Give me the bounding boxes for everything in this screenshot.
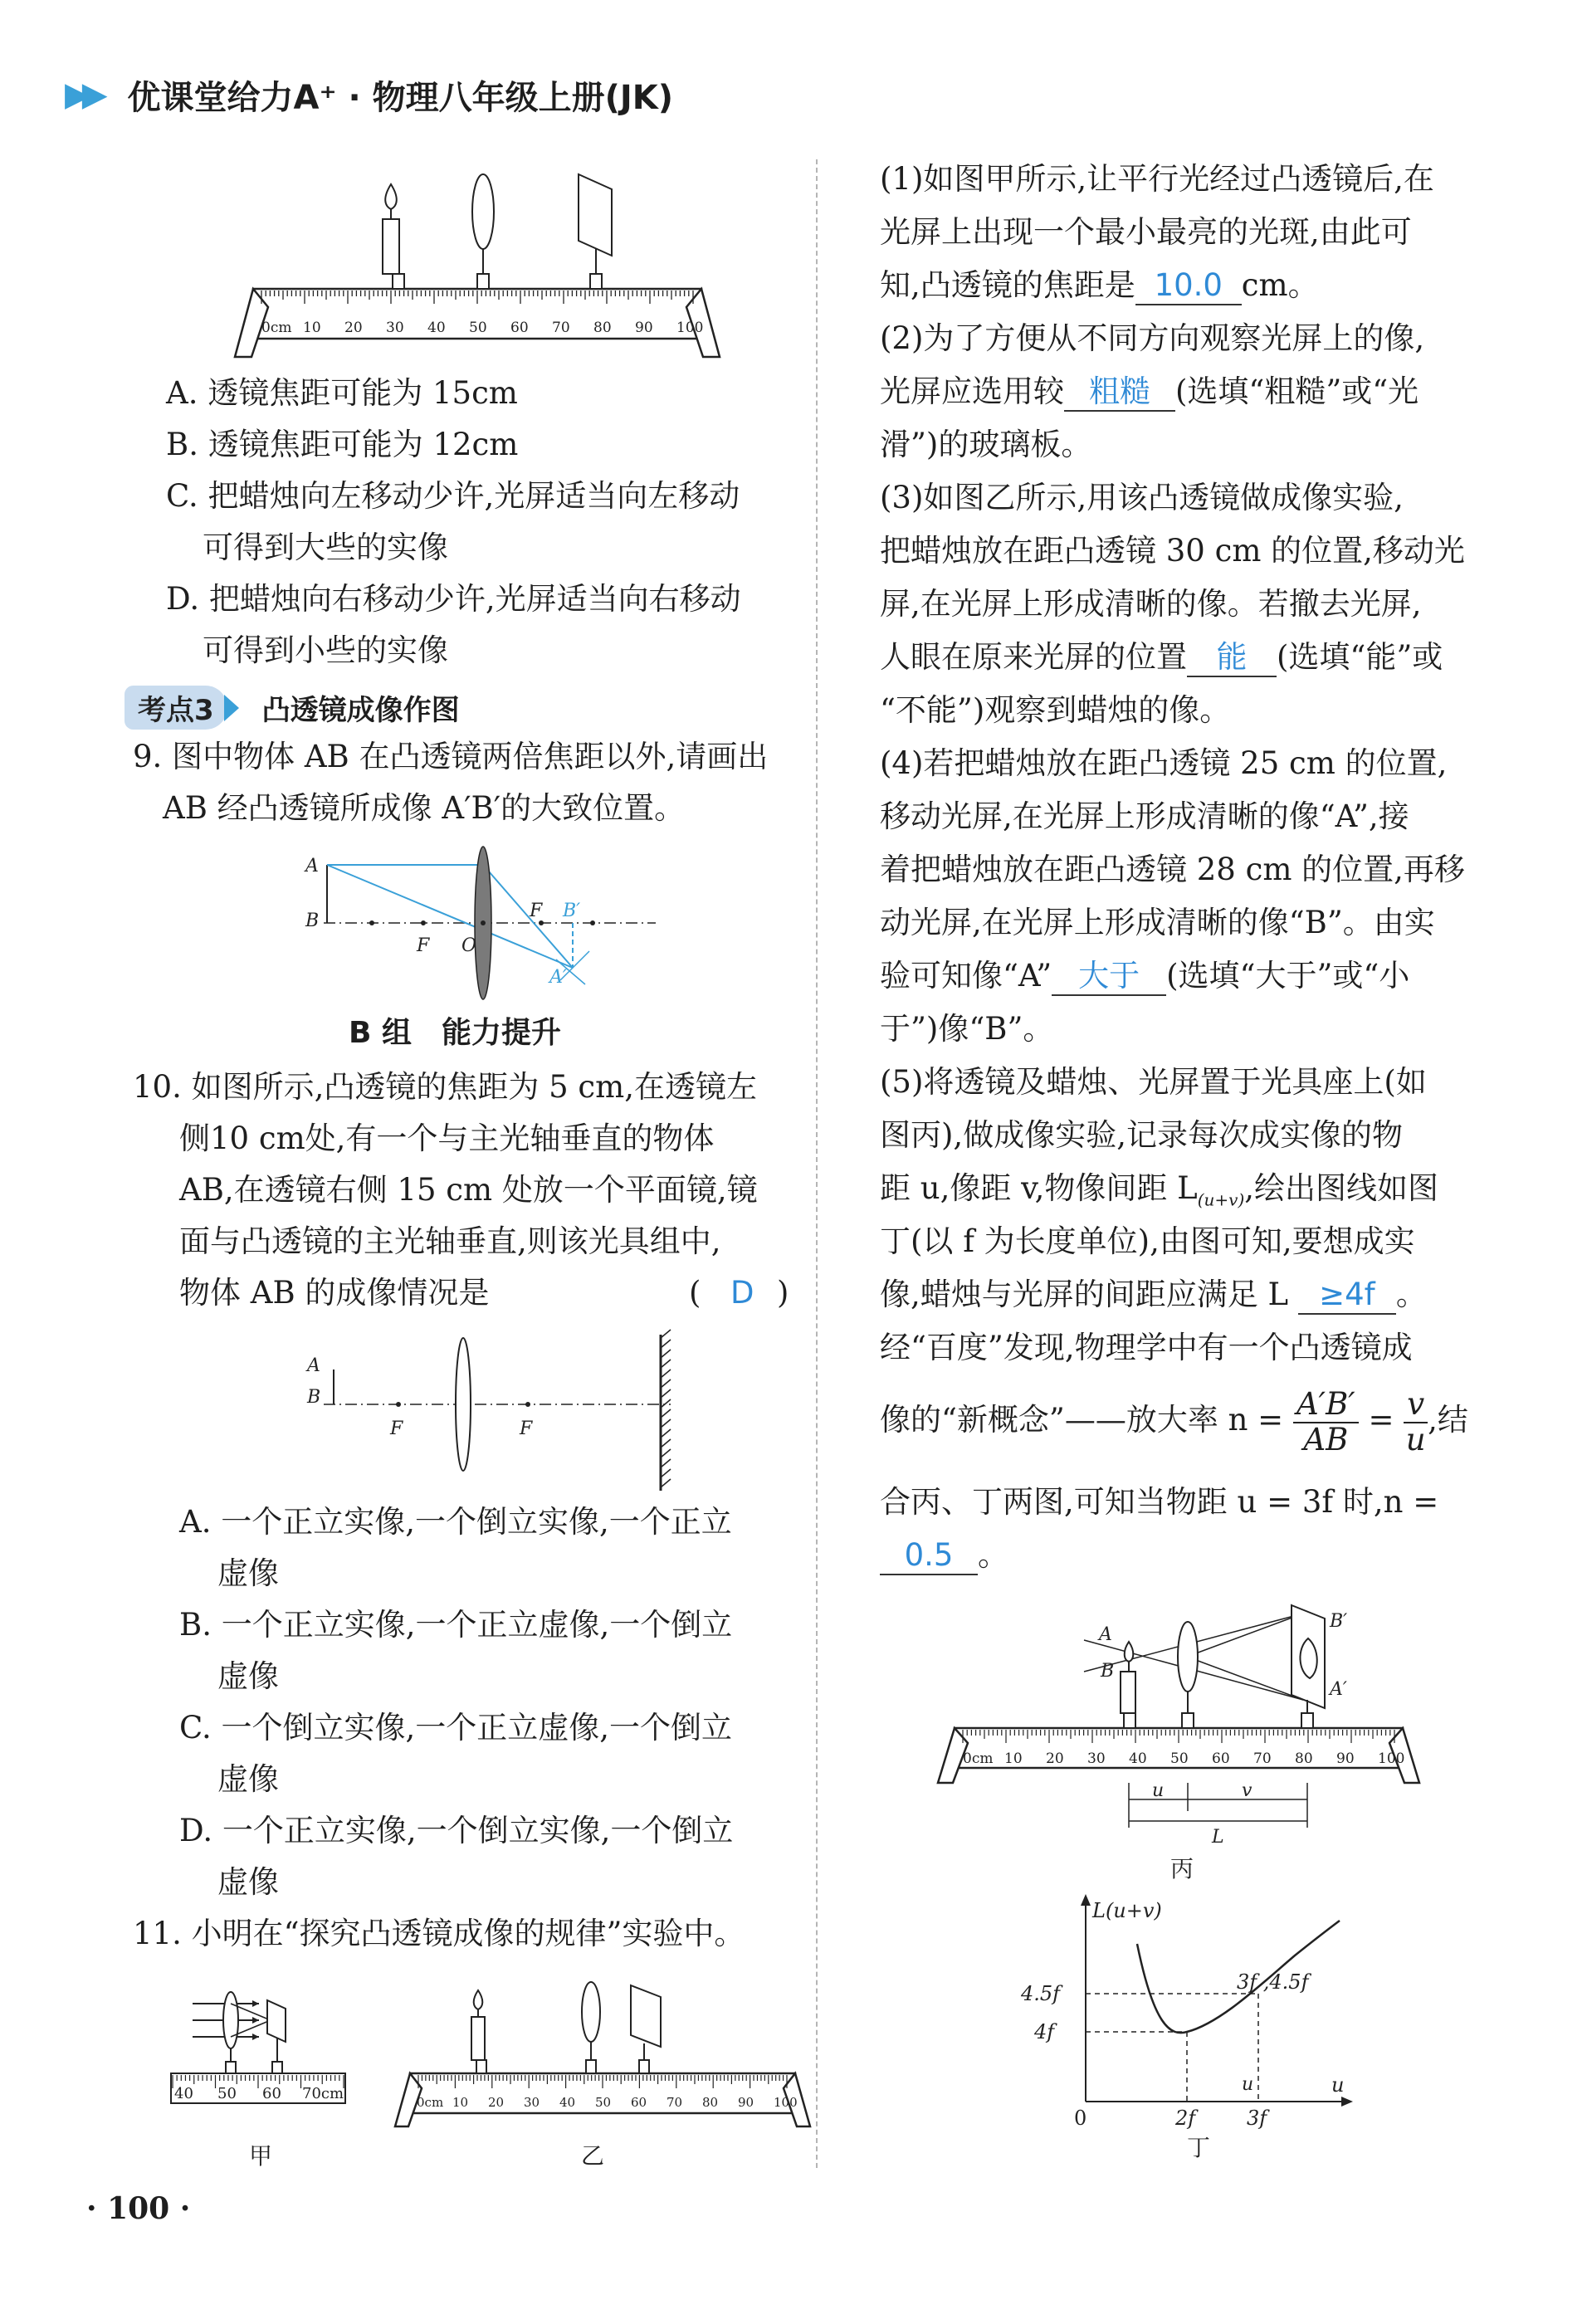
p5-line1: (5)将透镜及蜡烛、光屏置于光具座上(如 <box>880 1064 1427 1100</box>
section-badge <box>125 686 460 730</box>
ding-origin: 0 <box>1074 2107 1087 2130</box>
p2-line1: (2)为了方便从不同方向观察光屏上的像, <box>880 320 1425 356</box>
mirror-hatch <box>661 1439 671 1448</box>
p2-answer: 粗糙 <box>1064 374 1175 412</box>
p1-line2: 光屏上出现一个最小最亮的光斑,由此可 <box>880 214 1412 250</box>
p5-line3 <box>880 1165 1438 1212</box>
equals-sign: = <box>1368 1402 1394 1438</box>
mirror-hatch <box>661 1399 671 1408</box>
ruler-label: 20 <box>344 320 363 336</box>
ruler-label: 10 <box>1004 1750 1023 1767</box>
frac1-denominator: AB <box>1303 1421 1349 1457</box>
q9-label-a-prime: A′ <box>549 967 567 988</box>
p4-line5 <box>880 953 1409 999</box>
p5-answer-2: 0.5 <box>880 1537 978 1575</box>
ding-tick-2f: 2f <box>1175 2107 1196 2130</box>
p3-line5: “不能”)观察到蜡烛的像。 <box>880 692 1231 728</box>
ruler-label: 100 <box>1378 1750 1405 1767</box>
ruler-label: 50 <box>1170 1750 1189 1767</box>
q10-option-a-cont: 虚像 <box>217 1555 279 1591</box>
frac1-numerator: A′B′ <box>1293 1388 1359 1423</box>
q10-label-b: B <box>307 1387 321 1408</box>
ruler-label: 80 <box>702 2095 719 2110</box>
q8-option-c-cont: 可得到大些的实像 <box>203 530 448 565</box>
mirror-hatch <box>661 1389 671 1398</box>
p4-line4: 动光屏,在光屏上形成清晰的像“B”。由实 <box>880 905 1435 940</box>
p5-answer: ≥4f <box>1298 1277 1396 1315</box>
q10-text-3: AB,在透镜右侧 15 cm 处放一个平面镜,镜 <box>179 1172 758 1208</box>
play-triangle-icon <box>224 695 239 721</box>
p2-line2-rest: (选填“粗糙”或“光 <box>1175 374 1419 409</box>
fig-bing <box>930 1602 1428 1851</box>
p1-line3 <box>880 262 1319 309</box>
p1-line3-unit: cm。 <box>1241 267 1319 303</box>
q10-text: 10. 如图所示,凸透镜的焦距为 5 cm,在透镜左 <box>133 1069 757 1105</box>
q9-label-b: B <box>305 911 320 931</box>
p5-line7-text: 像的“新概念”——放大率 n = <box>880 1402 1284 1438</box>
p1-answer: 10.0 <box>1135 267 1242 305</box>
bing-label-a: A <box>1099 1624 1112 1645</box>
p3-line4 <box>880 634 1443 681</box>
q9-label-a: A <box>305 856 319 876</box>
q9-label-f2: F <box>530 901 543 921</box>
q10-lens-mirror-figure <box>299 1328 681 1494</box>
mirror-hatch <box>661 1379 671 1388</box>
p5-line5-text: 像,蜡烛与光屏的间距应满足 L <box>880 1277 1289 1312</box>
ruler-label: 70 <box>667 2095 683 2110</box>
q10-paren-close: ) <box>777 1275 789 1311</box>
p5-line2: 图丙),做成像实验,记录每次成实像的物 <box>880 1117 1403 1153</box>
p5-subscript: (u+v) <box>1197 1189 1245 1210</box>
page-number: · 100 · <box>86 2191 191 2226</box>
mirror-hatch <box>661 1330 671 1338</box>
q10-answer: D <box>730 1275 754 1311</box>
q10-paren-open: ( <box>689 1275 701 1311</box>
q10-option-c-cont: 虚像 <box>217 1761 279 1797</box>
q10-option-a: A. 一个正立实像,一个倒立实像,一个正立 <box>179 1504 732 1540</box>
mirror-hatch <box>661 1350 671 1358</box>
q10-option-d-cont: 虚像 <box>217 1864 279 1900</box>
mirror-hatch <box>661 1429 671 1438</box>
ruler-label: 30 <box>1087 1750 1106 1767</box>
caption-ding: 丁 <box>1187 2134 1211 2161</box>
p3-line4-text: 人眼在原来光屏的位置 <box>880 639 1187 675</box>
bing-label-u: u <box>1152 1780 1165 1801</box>
frac2-denominator: u <box>1405 1421 1426 1457</box>
q10-text-2: 侧10 cm处,有一个与主光轴垂直的物体 <box>179 1120 715 1156</box>
q8-option-b: B. 透镜焦距可能为 12cm <box>166 427 519 462</box>
p4-line3: 着把蜡烛放在距凸透镜 28 cm 的位置,再移 <box>880 852 1465 887</box>
mirror-hatch <box>661 1360 671 1368</box>
ruler-label: 30 <box>386 320 404 336</box>
p1-line3-text: 知,凸透镜的焦距是 <box>880 267 1135 303</box>
ruler-label: 90 <box>738 2095 754 2110</box>
mirror-hatch <box>661 1479 671 1487</box>
ding-u-mark: u <box>1242 2074 1254 2095</box>
ruler-label: 20 <box>488 2095 505 2110</box>
p4-line2: 移动光屏,在光屏上形成清晰的像“A”,接 <box>880 798 1409 834</box>
ruler-label: 70cm <box>302 2085 344 2102</box>
q9-ray-diagram <box>299 843 664 1009</box>
bing-label-a-prime: A′ <box>1330 1679 1347 1700</box>
ruler-label: 60 <box>262 2085 281 2102</box>
p4-line5-rest: (选填“大于”或“小 <box>1166 958 1410 994</box>
bing-label-b-prime: B′ <box>1330 1611 1348 1632</box>
p2-line2-text: 光屏应选用较 <box>880 374 1064 409</box>
ding-y-axis-label: L(u+v) <box>1092 1899 1162 1922</box>
ruler-label: 80 <box>593 320 612 336</box>
q10-label-f2: F <box>520 1418 533 1439</box>
p5-line9 <box>880 1532 1008 1579</box>
caption-bing: 丙 <box>1170 1855 1194 1882</box>
p4-answer: 大于 <box>1052 958 1166 996</box>
p5-line9-end: 。 <box>978 1537 1008 1573</box>
q10-option-b-cont: 虚像 <box>217 1658 279 1694</box>
ruler-label: 70 <box>1253 1750 1272 1767</box>
page-header <box>65 70 673 120</box>
mirror-hatch <box>661 1340 671 1348</box>
p5-line8: 合丙、丁两图,可知当物距 u = 3f 时,n = <box>880 1484 1439 1520</box>
caption-jia: 甲 <box>249 2142 273 2170</box>
q10-text-4: 面与凸透镜的主光轴垂直,则该光具组中, <box>179 1223 721 1259</box>
p5-line7 <box>880 1388 1468 1457</box>
q10-text-5: 物体 AB 的成像情况是 <box>179 1275 490 1311</box>
q9-label-o: O <box>461 935 477 956</box>
ruler-label: 0cm <box>417 2095 444 2110</box>
section-title: 凸透镜成像作图 <box>261 694 460 727</box>
p5-line6: 经“百度”发现,物理学中有一个凸透镜成 <box>880 1330 1413 1365</box>
ruler-label: 80 <box>1295 1750 1313 1767</box>
bing-label-b: B <box>1101 1661 1115 1682</box>
q8-optical-bench-figure <box>228 166 726 365</box>
ruler-label: 90 <box>635 320 653 336</box>
p4-line6: 于”)像“B”。 <box>880 1011 1054 1047</box>
ding-x-axis-label: u <box>1331 2073 1345 2097</box>
ding-point-label: 3f ,4.5f <box>1237 1970 1309 1994</box>
p3-line4-rest: (选填“能”或 <box>1277 639 1443 675</box>
ding-tick-4f: 4f <box>1034 2020 1055 2043</box>
column-divider <box>816 159 818 2168</box>
ruler-label: 40 <box>174 2085 193 2102</box>
p4-line5-text: 验可知像“A” <box>880 958 1052 994</box>
mirror-hatch <box>661 1459 671 1467</box>
p5-line3-text: 距 u,像距 v,物像间距 L <box>880 1170 1198 1206</box>
header-arrows-icon: ▶▶ <box>65 76 100 114</box>
ruler-label: 60 <box>510 320 529 336</box>
mirror-hatch <box>661 1370 671 1378</box>
mirror-hatch <box>661 1449 671 1457</box>
q9-label-f1: F <box>417 935 430 956</box>
p4-line1: (4)若把蜡烛放在距凸透镜 25 cm 的位置, <box>880 745 1448 781</box>
ruler-label: 50 <box>217 2085 237 2102</box>
frac2-numerator: v <box>1404 1388 1428 1423</box>
mirror-hatch <box>661 1409 671 1418</box>
p3-line1: (3)如图乙所示,用该凸透镜做成像实验, <box>880 480 1404 515</box>
p2-line2 <box>880 369 1419 415</box>
section-badge-label: 考点3 <box>125 686 227 730</box>
group-b-heading: B 组 能力提升 <box>349 1016 561 1050</box>
p1-line1: (1)如图甲所示,让平行光经过凸透镜后,在 <box>880 161 1434 197</box>
q8-option-a: A. 透镜焦距可能为 15cm <box>166 375 518 411</box>
q9-text: 9. 图中物体 AB 在凸透镜两倍焦距以外,请画出 <box>133 739 769 774</box>
p2-line3: 滑”)的玻璃板。 <box>880 427 1092 462</box>
ruler-label: 40 <box>1129 1750 1147 1767</box>
magnification-fraction-2 <box>1404 1388 1428 1457</box>
bing-label-v: v <box>1242 1780 1253 1801</box>
ruler-label: 0cm <box>261 320 292 336</box>
q8-option-d-cont: 可得到小些的实像 <box>203 632 448 668</box>
p5-line5-end: 。 <box>1395 1277 1427 1312</box>
p3-line2: 把蜡烛放在距凸透镜 30 cm 的位置,移动光 <box>880 533 1465 569</box>
ruler-label: 50 <box>469 320 487 336</box>
p3-line3: 屏,在光屏上形成清晰的像。若撤去光屏, <box>880 586 1422 622</box>
mirror-hatch <box>661 1469 671 1477</box>
ruler-label: 40 <box>427 320 446 336</box>
caption-yi: 乙 <box>581 2142 605 2170</box>
ruler-label: 10 <box>452 2095 469 2110</box>
p3-answer: 能 <box>1187 639 1277 677</box>
ruler-label: 60 <box>1212 1750 1230 1767</box>
p5-line5 <box>880 1272 1427 1318</box>
ruler-label: 100 <box>774 2095 798 2110</box>
ruler-label: 0cm <box>963 1750 994 1767</box>
p5-line4: 丁(以 f 为长度单位),由图可知,要想成实 <box>880 1223 1415 1259</box>
q10-option-b: B. 一个正立实像,一个正立虚像,一个倒立 <box>179 1607 733 1643</box>
fig-ding-graph <box>1013 1884 1361 2133</box>
q9-label-b-prime: B′ <box>563 901 581 921</box>
p5-line3-rest: ,绘出图线如图 <box>1244 1170 1439 1206</box>
q8-option-d: D. 把蜡烛向右移动少许,光屏适当向右移动 <box>166 581 741 617</box>
ruler-label: 90 <box>1336 1750 1355 1767</box>
ruler-label: 20 <box>1046 1750 1064 1767</box>
magnification-fraction-1 <box>1293 1388 1359 1457</box>
mirror-hatch <box>661 1419 671 1428</box>
ruler-label: 30 <box>524 2095 540 2110</box>
p5-line7-rest: ,结 <box>1428 1402 1468 1438</box>
q10-label-f1: F <box>390 1418 403 1439</box>
q9-text-cont: AB 经凸透镜所成像 A′B′的大致位置。 <box>163 790 686 826</box>
bing-label-l: L <box>1212 1827 1224 1848</box>
fig-yi <box>390 1980 815 2138</box>
fig-jia <box>163 1979 354 2136</box>
q10-option-c: C. 一个倒立实像,一个正立虚像,一个倒立 <box>179 1710 733 1745</box>
ruler-label: 70 <box>552 320 570 336</box>
q10-label-a: A <box>307 1355 320 1376</box>
ruler-label: 40 <box>559 2095 576 2110</box>
book-title: 优课堂给力A⁺ · 物理八年级上册(JK) <box>127 78 674 117</box>
q10-option-d: D. 一个正立实像,一个倒立实像,一个倒立 <box>179 1813 734 1848</box>
ding-tick-4.5f: 4.5f <box>1021 1982 1061 2005</box>
q8-option-c: C. 把蜡烛向左移动少许,光屏适当向左移动 <box>166 478 740 514</box>
ruler-label: 100 <box>676 320 704 336</box>
ruler-label: 50 <box>595 2095 612 2110</box>
ding-tick-3f: 3f <box>1247 2107 1267 2130</box>
q11-text: 11. 小明在“探究凸透镜成像的规律”实验中。 <box>133 1916 745 1951</box>
ruler-label: 10 <box>303 320 321 336</box>
ruler-label: 60 <box>631 2095 647 2110</box>
